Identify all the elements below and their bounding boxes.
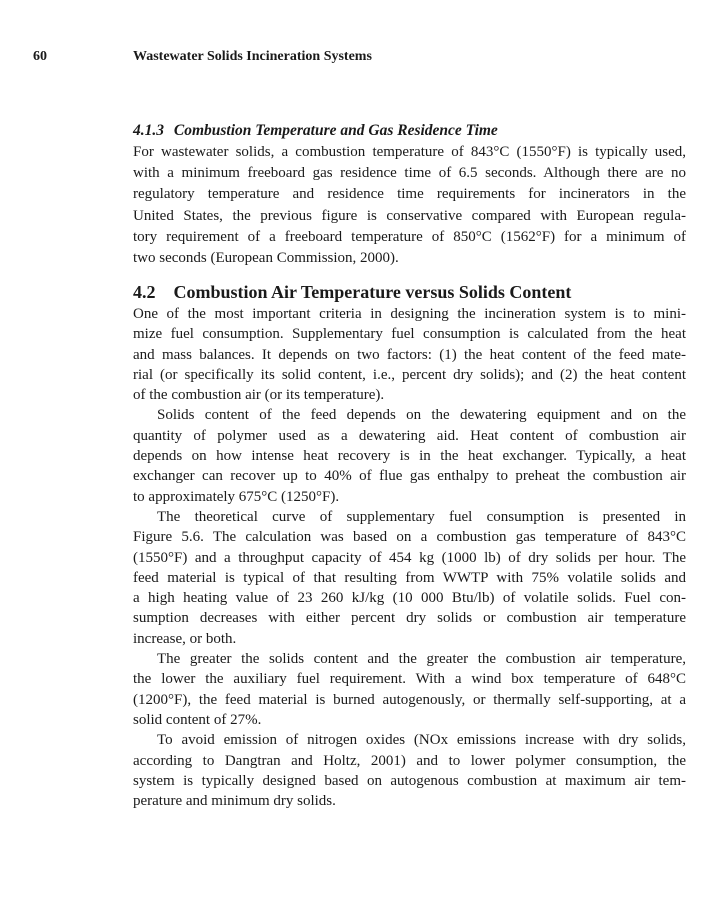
text-line: exchanger can recover up to 40% of flue gas enthalpy to preheat the combustion air: [133, 468, 686, 485]
text-line: and mass balances. It depends on two factors: (1) the heat content of the feed mate-: [133, 346, 686, 363]
section-4-1-3: [133, 120, 686, 269]
text-line: the lower the auxiliary fuel requirement. With a wind box temperature of 648°C: [133, 671, 686, 688]
text-line: perature and minimum dry solids.: [133, 793, 336, 810]
section-4-2: [133, 280, 686, 811]
text-line: of the combustion air (or its temperature).: [133, 387, 385, 404]
text-line: mize fuel consumption. Supplementary fuel consumption is calculated from the heat: [133, 326, 686, 343]
text-line: rial (or specifically its solid content, i.e., percent dry solids); and (2) the heat content: [133, 366, 686, 383]
text-line: a high heating value of 23 260 kJ/kg (10 000 Btu/lb) of volatile solids. Fuel con-: [133, 590, 686, 607]
paragraph: [133, 730, 686, 811]
text-line: feed material is typical of that resulting from WWTP with 75% volatile solids and: [133, 569, 686, 586]
subsection-title: Combustion Temperature and Gas Residence Time: [173, 122, 498, 139]
text-line: increase, or both.: [133, 630, 237, 647]
text-line: two seconds (European Commission, 2000).: [133, 249, 399, 266]
text-line: The greater the solids content and the greater the combustion air temperature,: [157, 651, 686, 668]
text-line: United States, the previous figure is conservative compared with European regula-: [133, 207, 686, 224]
text-line: One of the most important criteria in designing the incineration system is to mini-: [133, 306, 686, 322]
section-heading: [133, 280, 686, 304]
section-number: 4.2: [133, 282, 156, 302]
section-body: [133, 142, 686, 269]
text-line: quantity of polymer used as a dewatering aid. Heat content of combustion air: [133, 427, 686, 444]
text-line: (1550°F) and a throughput capacity of 454 kg (1000 lb) of dry solids per hour. The: [133, 549, 686, 566]
page-number: 60: [33, 49, 47, 64]
subsection-heading: [133, 120, 686, 142]
text-line: Solids content of the feed depends on the dewatering equipment and on the: [157, 407, 686, 424]
text-line: solid content of 27%.: [133, 711, 262, 728]
text-line: with a minimum freeboard gas residence time of 6.5 seconds. Although there are no: [133, 165, 686, 182]
text-line: to approximately 675°C (1250°F).: [133, 488, 340, 505]
section-title: Combustion Air Temperature versus Solids Content: [173, 282, 572, 302]
text-line: depends on how intense heat recovery is in the heat exchanger. Typically, a heat: [133, 448, 686, 465]
text-line: system is typically designed based on autogenous combustion at maximum air tem-: [133, 772, 686, 789]
text-line: For wastewater solids, a combustion temperature of 843°C (1550°F) is typically used,: [133, 144, 686, 160]
text-line: regulatory temperature and residence time requirements for incinerators in the: [133, 186, 686, 203]
text-line: To avoid emission of nitrogen oxides (NOx emissions increase with dry solids,: [157, 732, 686, 749]
paragraph: [133, 507, 686, 649]
text-line: tory requirement of a freeboard temperature of 850°C (1562°F) for a minimum of: [133, 228, 686, 245]
text-line: according to Dangtran and Holtz, 2001) and to lower polymer consumption, the: [133, 752, 686, 769]
text-line: sumption decreases with either percent dry solids or combustion air temperature: [133, 610, 686, 627]
text-line: (1200°F), the feed material is burned autogenously, or thermally self-supporting, at a: [133, 691, 686, 708]
running-title: Wastewater Solids Incineration Systems: [133, 49, 372, 64]
subsection-number: 4.1.3: [133, 122, 164, 139]
paragraph: [133, 405, 686, 506]
paragraph: [133, 142, 686, 269]
paragraph: [133, 304, 686, 405]
text-line: Figure 5.6. The calculation was based on a combustion gas temperature of 843°C: [133, 529, 686, 546]
paragraph: [133, 649, 686, 730]
section-body: [133, 304, 686, 811]
text-line: The theoretical curve of supplementary fuel consumption is presented in: [157, 508, 686, 525]
